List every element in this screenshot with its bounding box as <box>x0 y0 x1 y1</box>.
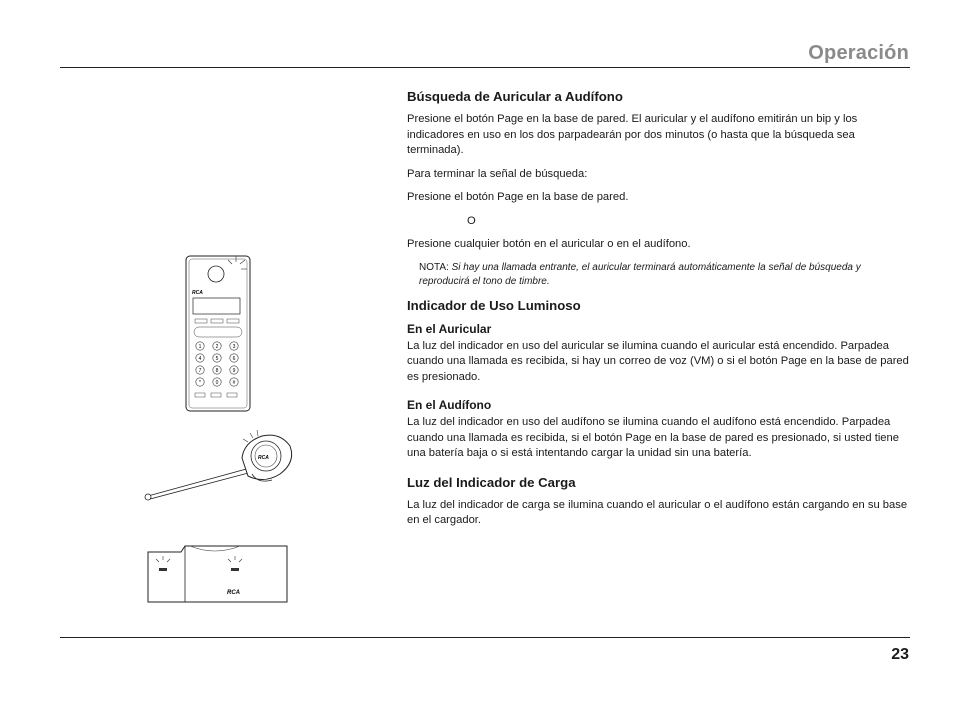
section-heading-indicador: Indicador de Uso Luminoso <box>407 297 581 313</box>
content-column <box>407 88 910 537</box>
paragraph: La luz del indicador de carga se ilumina cuando el auricular o el audífono están cargando en su base en el cargador. <box>407 498 908 526</box>
handset-key-label: # <box>232 379 236 386</box>
paragraph: La luz del indicador en uso del audífono se ilumina cuando el audífono está encendido. Parpadea cuando una llamada es recibida, si el botón Page en la base de pared es presionado, si usted tiene una batería baja o si está intentando cargar la unidad sin una batería. <box>407 416 899 459</box>
paragraph: Para terminar la señal de búsqueda: <box>407 167 588 180</box>
paragraph: Presione el botón Page en la base de pared. El auricular y el audífono emitirán un bip y los indicadores en uso en los dos parpadearán por dos minutos (o hasta que la búsqueda sea terminada). <box>407 113 858 156</box>
handset-key-label: 9 <box>232 367 236 374</box>
handset-key-label: 7 <box>198 367 202 374</box>
note <box>407 261 910 289</box>
handset-key-label: 3 <box>232 343 236 350</box>
handset-key-label: 6 <box>232 355 236 362</box>
handset-key-label: 5 <box>215 355 219 362</box>
charger-brand: RCA <box>227 590 240 596</box>
paragraph: Presione el botón Page en la base de pared. <box>407 191 629 203</box>
section-title: Operación <box>808 42 909 64</box>
headset-illustration <box>140 428 300 503</box>
or-separator: O <box>467 214 476 227</box>
section-heading-carga: Luz del Indicador de Carga <box>407 474 576 490</box>
handset-key-label: 8 <box>215 367 219 374</box>
handset-key-label: 2 <box>215 343 219 350</box>
paragraph: Presione cualquier botón en el auricular o en el audífono. <box>407 238 691 250</box>
handset-brand: RCA <box>192 290 203 296</box>
subheading-auricular: En el Auricular <box>407 321 492 336</box>
paragraph: La luz del indicador en uso del auricular se ilumina cuando el auricular está encendido. Parpadea cuando una llamada es recibida, si hay un correo de voz (VM) o si el botón Page en la base de pared es presionado. <box>407 339 909 383</box>
headset-brand: RCA <box>258 455 269 461</box>
note-label: NOTA: <box>419 261 449 273</box>
header-rule <box>60 67 910 68</box>
handset-key-label: 4 <box>198 355 202 362</box>
subheading-audifono: En el Audífono <box>407 398 492 412</box>
note-text: Si hay una llamada entrante, el auricular terminará automáticamente la señal de búsqueda y reproducirá el tono de timbre. <box>419 261 861 287</box>
charger-illustration <box>145 538 290 606</box>
handset-key-label: 0 <box>215 379 219 386</box>
handset-key-label: * <box>199 379 201 386</box>
footer-rule <box>60 637 910 638</box>
section-heading-busqueda: Búsqueda de Auricular a Audífono <box>407 89 623 104</box>
handset-key-label: 1 <box>198 343 202 350</box>
handset-illustration <box>180 248 260 418</box>
page-number: 23 <box>891 646 909 663</box>
